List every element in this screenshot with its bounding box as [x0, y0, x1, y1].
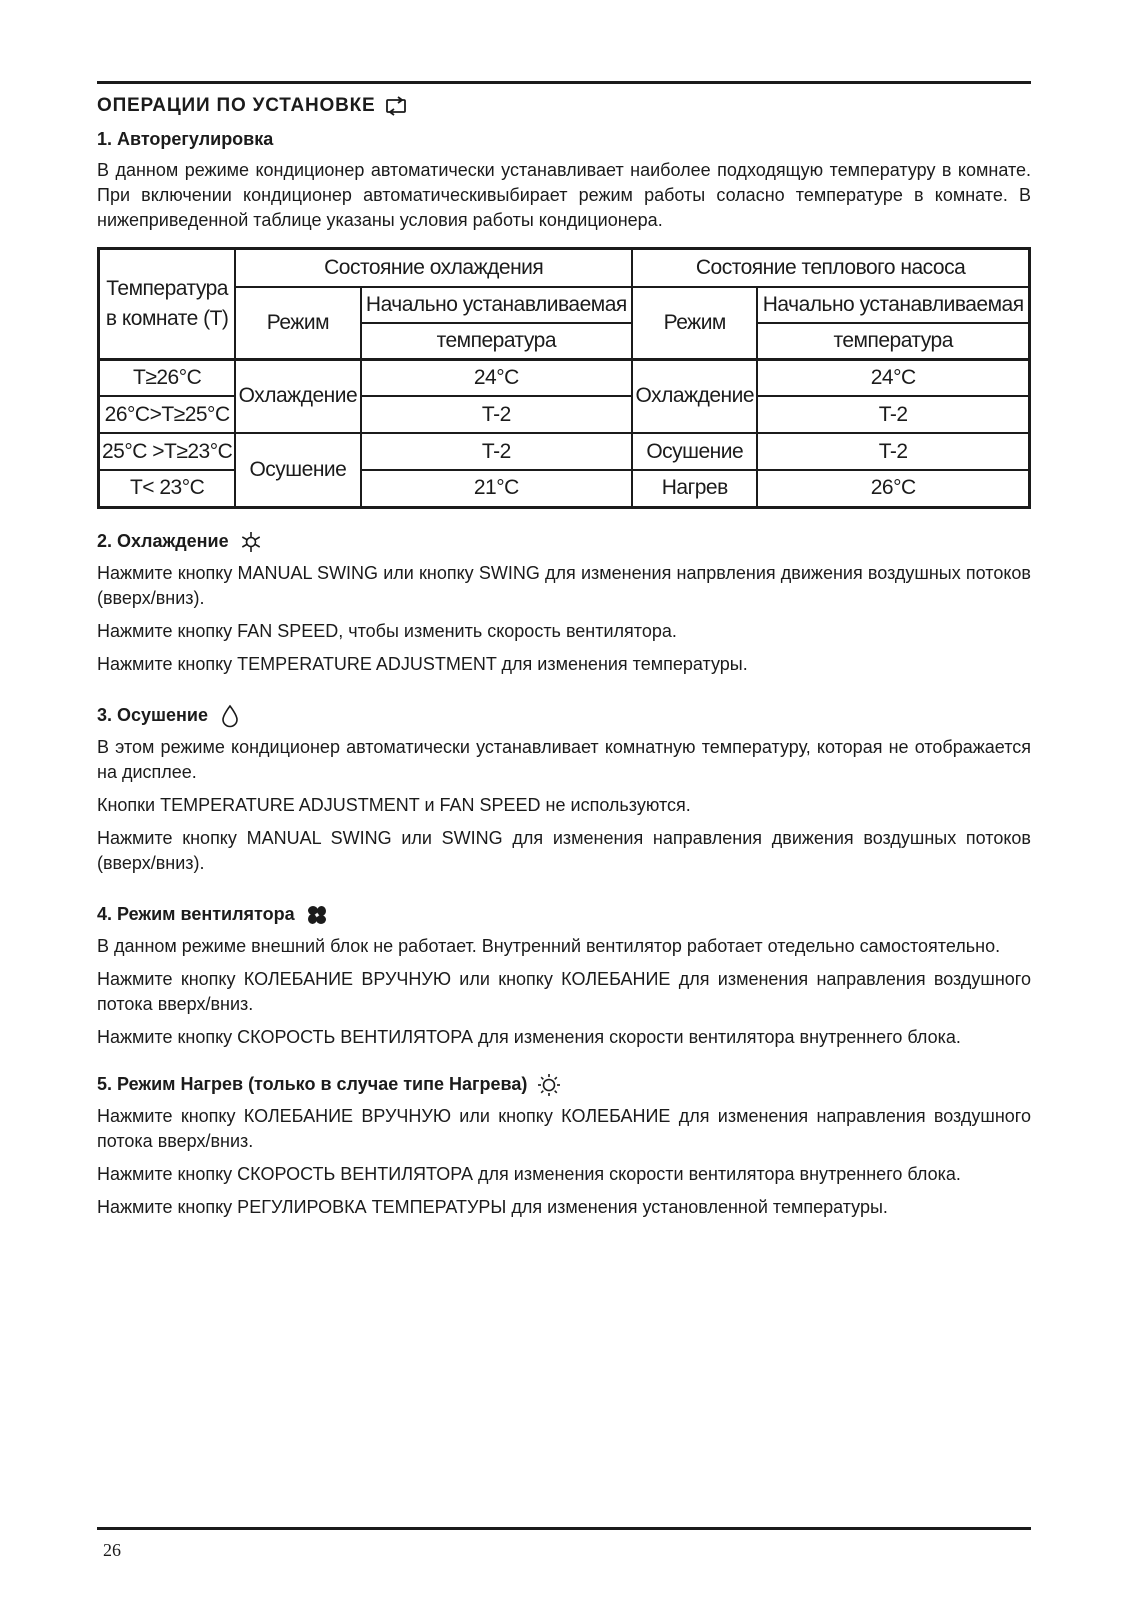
mode-conditions-table [97, 247, 1031, 509]
s4-paragraph-2: Нажмите кнопку КОЛЕБАНИЕ ВРУЧНУЮ или кнопку КОЛЕБАНИЕ для изменения направления воздушного потока вверх/вниз. [97, 968, 1031, 1014]
s5-paragraph-1: Нажмите кнопку КОЛЕБАНИЕ ВРУЧНУЮ или кнопку КОЛЕБАНИЕ для изменения направления воздушного потока вверх/вниз. [97, 1105, 1031, 1151]
s1-title: 1. Авторегулировка [97, 128, 274, 149]
s3-heading [97, 703, 1031, 729]
section-heading [97, 93, 1031, 119]
auto-cycle-icon [384, 94, 408, 118]
cool-temp-cell: T-2 [361, 433, 633, 470]
section-fan [97, 902, 1031, 1050]
cool-initial-temp-header-2: температура [361, 323, 633, 360]
s2-title: 2. Охлаждение [97, 531, 229, 551]
water-drop-icon [218, 704, 242, 728]
s5-paragraph-2: Нажмите кнопку СКОРОСТЬ ВЕНТИЛЯТОРА для изменения скорости вентилятора внутреннего блока. [97, 1163, 961, 1184]
cool-temp-cell: T-2 [361, 396, 633, 433]
cool-temp-cell: 24°C [361, 359, 633, 396]
heat-mode-cell: Нагрев [632, 470, 757, 507]
content [97, 93, 1031, 1228]
sun-icon [537, 1073, 561, 1097]
cool-mode-cell: Осушение [235, 433, 360, 507]
section-dry [97, 703, 1031, 876]
room-temp-header: Температура в комнате (T) [99, 249, 236, 360]
cooling-header: Состояние охлаждения [235, 249, 632, 287]
s2-heading [97, 529, 1031, 555]
cool-initial-temp-header-1: Начально устанавливаемая [361, 287, 633, 323]
s3-paragraph-1: В этом режиме кондиционер автоматически устанавливает комнатную температуру, которая не отображается на дисплее. [97, 736, 1031, 782]
page-number: 26 [103, 1540, 121, 1560]
heatpump-header: Состояние теплового насоса [632, 249, 1029, 287]
s2-paragraph-3: Нажмите кнопку TEMPERATURE ADJUSTMENT для изменения температуры. [97, 653, 748, 674]
snowflake-icon [239, 530, 263, 554]
s3-paragraph-2: Кнопки TEMPERATURE ADJUSTMENT и FAN SPEED не используются. [97, 794, 691, 815]
heat-mode-header: Режим [632, 287, 757, 360]
temp-range-cell: T≥26°C [99, 359, 236, 396]
temp-range-cell: T< 23°C [99, 470, 236, 507]
s2-paragraph-2: Нажмите кнопку FAN SPEED, чтобы изменить скорость вентилятора. [97, 620, 677, 641]
s5-paragraph-3: Нажмите кнопку РЕГУЛИРОВКА ТЕМПЕРАТУРЫ для изменения установленной температуры. [97, 1196, 888, 1217]
temp-range-cell: 25°C >T≥23°C [99, 433, 236, 470]
section-cooling [97, 529, 1031, 677]
bottom-divider [97, 1527, 1031, 1530]
s4-paragraph-1: В данном режиме внешний блок не работает. Внутренний вентилятор работает отедельно самостоятельно. [97, 935, 1001, 956]
heat-temp-cell: 26°C [757, 470, 1029, 507]
s2-paragraph-1: Нажмите кнопку MANUAL SWING или кнопку SWING для изменения напрвления движения воздушных потоков (вверх/вниз). [97, 562, 1031, 608]
fan-icon [305, 903, 329, 927]
s4-paragraph-3: Нажмите кнопку СКОРОСТЬ ВЕНТИЛЯТОРА для изменения скорости вентилятора внутреннего блока. [97, 1026, 961, 1047]
heat-temp-cell: T-2 [757, 396, 1029, 433]
cool-temp-cell: 21°C [361, 470, 633, 507]
s4-title: 4. Режим вентилятора [97, 904, 295, 924]
section-heat [97, 1072, 1031, 1220]
heat-temp-cell: T-2 [757, 433, 1029, 470]
top-divider [97, 81, 1031, 84]
temp-range-cell: 26°C>T≥25°C [99, 396, 236, 433]
s5-heading [97, 1072, 1031, 1098]
cool-mode-header: Режим [235, 287, 360, 360]
heat-temp-cell: 24°C [757, 359, 1029, 396]
heat-initial-temp-header-2: температура [757, 323, 1029, 360]
s1-paragraph: В данном режиме кондиционер автоматически устанавливает наиболее подходящую температуру в комнате. При включении кондиционер автоматическивыбирает режим работы соласно температуре в комнате. В нижеприведенной таблице указаны условия работы кондиционера. [97, 160, 1031, 230]
s4-heading [97, 902, 1031, 928]
heat-mode-cell: Охлаждение [632, 359, 757, 433]
section-title: ОПЕРАЦИИ ПО УСТАНОВКЕ [97, 95, 376, 116]
cool-mode-cell: Охлаждение [235, 359, 360, 433]
heat-mode-cell: Осушение [632, 433, 757, 470]
heat-initial-temp-header-1: Начально устанавливаемая [757, 287, 1029, 323]
s3-paragraph-3: Нажмите кнопку MANUAL SWING или SWING для изменения направления движения воздушных потоков (вверх/вниз). [97, 827, 1031, 873]
s3-title: 3. Осушение [97, 705, 208, 725]
s5-title: 5. Режим Нагрев (только в случае типе Нагрева) [97, 1074, 528, 1094]
